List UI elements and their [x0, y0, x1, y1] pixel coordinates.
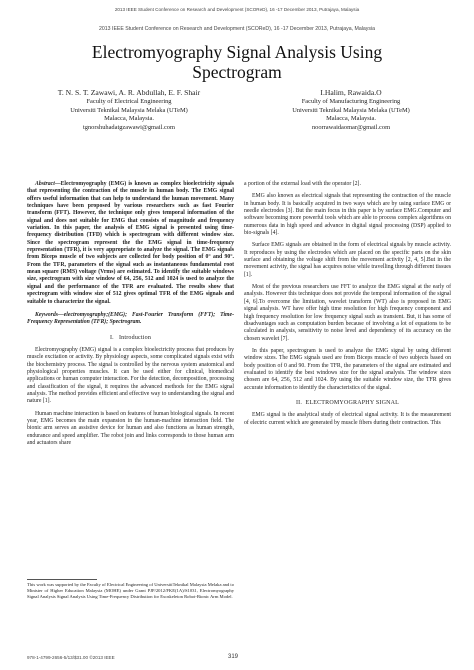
author-block-right [246, 88, 456, 132]
section-heading-introduction [27, 335, 234, 342]
affiliation-line: Universiti Teknikal Malaysia Melaka (UTeM) [292, 106, 410, 114]
paragraph: EMG signal is the analytical study of electrical signal activity. It is the measurement of electric current which are generated by muscle fibers during their contraction. This [244, 412, 451, 426]
abstract [27, 181, 234, 306]
author-block-left [24, 88, 234, 132]
footnote-rule [27, 579, 97, 580]
conference-header: 2013 IEEE Student Conference on Research and Development (SCOReD), 16 -17 December 2013, Putrajaya, Malaysia [99, 26, 375, 32]
keywords-text: —electromyography;(EMG); Fast-Fourier Transform (FFT); Time-Frequency Representation (TFR); Spectrogram. [27, 311, 234, 326]
paper-title [20, 42, 454, 82]
affiliation-line: Malacca, Malaysia. [104, 115, 154, 123]
author-email: noorrawaidaomar@gmail.com [311, 123, 391, 131]
right-column [244, 181, 451, 427]
title-line-1: Electromyography Signal Analysis Using [91, 42, 383, 62]
paragraph: In this paper, spectrogram is used to analyze the EMG signal by using different window sizes. The EMG signals used are from Biceps muscle of two subjects based on body position of 0 and 90. From the TFR, the parameters of the signal are estimated and evaluated to identify the best windows size for the signal analysis. The window sizes chosen are 64, 256, 512 and 1024. By using the suitable window size, the TFR gives accurate information to identify the characteristics of the signal. [244, 347, 451, 391]
author-email: tgnorshuhadatgzawawi@gmail.com [83, 123, 175, 131]
paragraph: Surface EMG signals are obtained in the form of electrical signals by muscle activity. It reproduces by using the electrodes which are placed on the specific parts on the skin surface and obtaining the voltage shift from the movement activity [2, 4, 5].But in the movement activity, the signal has acquires noise while travelling through different tissues [1]. [244, 242, 451, 278]
section-number: I. [109, 334, 114, 341]
page-number: 319 [228, 654, 239, 660]
affiliation-line: Faculty of Electrical Engineering [86, 98, 172, 105]
title-line-2: Spectrogram [192, 62, 282, 82]
abstract-label: Abstract [35, 181, 55, 187]
section-heading-emg-signal [244, 400, 451, 407]
paragraph-continuation: a portion of the external load with the operator [2]. [244, 181, 361, 187]
isbn-footer: 978-1-4799-2656-5/13/$31.00 ©2013 IEEE [27, 655, 115, 660]
abstract-text: —Electromyography (EMG) is known as complex bioelectricity signals that representing the contraction of the muscle in human body. The EMG signal offers useful information that can help to understand the human movement. Many techniques have been proposed by various researchers such as fast Fourier transform (FFT). However, the technique only gives temporal information of the signal and does not suitable for EMG that consists of magnitude and frequency variation. In this paper, the analysis of EMG signal is presented using time-frequency distribution (TFD) which is spectrogram with different window size. Since the spectrogram represent the the EMG signal in time-frequency representation (TFR), it is very appropriate to analyze the signal. The EMG signals from Biceps muscle of two subjects are collected for body position of 0° and 90°. From the TFR, parameters of the signal such as instantaneous fundamental root mean square (RMS) voltage (Vrms) are estimated. To identify the suitable windows size, spectrogram with size window of 64, 256, 512 and 1024 is used to analyze the signal and the performance of the TFR are evaluated. The results show that spectrogram with window size of 512 gives optimal TFR of the EMG signals and suitable to characterize the signal. [27, 181, 234, 305]
left-column [27, 181, 234, 447]
affiliation-line: Universiti Teknikal Malaysia Melaka (UTeM) [70, 106, 188, 114]
author-names-left: T. N. S. T. Zawawi, A. R. Abdullah, E. F. Shair [57, 88, 201, 97]
affiliation-line: Malacca, Malaysia. [326, 115, 376, 123]
author-names-right: I.Halim, Rawaida.O [320, 88, 382, 97]
conference-header-top: 2013 IEEE Student Conference on Research and Development (SCOReD), 16 -17 December 2013, Putrajaya, Malaysia [114, 7, 360, 12]
section-number: II. [295, 399, 303, 406]
paragraph: Electromyography (EMG) signal is a complex bioelectricity process that produces by muscle excitation or activity. By physiology aspects, some complicated signals exist with the biochemistry process. The signal is controlled by the nervous system anatomical and physiological properties muscles. It can be used either for clinical, biomedical applications or human computer interaction. For the detection, decomposition, processing and classification of the signal, it requires the advanced methods for the EMG signal analysis. The method provides efficient and effective way to understanding the signal and nature [1]. [27, 346, 234, 405]
section-title: ELECTROMYOGRAPHY SIGNAL [305, 399, 400, 406]
paragraph: EMG also known as electrical signals that representing the contraction of the muscle in human body. It is basically acquired in two ways which are by using surface EMG or needle electrodes [3]. But the main focus in this paper is by surface EMG.Computer and software becoming more powerful tools which are able to process complex algorithms on numerous data in high speed and advance in digital signal processing (DSP) applied to bio-signals [4]. [244, 193, 451, 237]
keywords [27, 312, 234, 327]
paragraph: Most of the previous researchers use FFT to analyze the EMG signal at the early of analysis. However this technique does not provide the temporal information of the signal [4, 6].To overcome the limitation, wavelet transform (WT) also is proposed in EMG signal analysis. WT have offer high time resolution for high frequency component and high frequency resolution for low frequency signal such as transient. But, it has some of disadvantages such as computation burden because of involving a lot of equations to be calculated in analysis, sensitivity to noise level and dependency of its accuracy on the chosen wavelet [7]. [244, 284, 451, 342]
affiliation-line: Faculty of Manufacturing Engineering [301, 98, 401, 105]
keywords-label: Keywords [35, 311, 58, 318]
section-title: Introduction [118, 334, 152, 341]
paragraph: Human machine interaction is based on features of human biological signals. In recent year, EMG becomes the main expansion in the human-machine interaction field. The bionic arm serves an assistive device for human and also functions as human strength, endurance and speed amplifier. The robot join and links corresponds to those human arm and actuators share [27, 410, 234, 446]
funding-footnote: This work was supported by the Faculty of Electrical Engineering of UniversitiTeknikal Malaysia Melaka and to Minister of Higher Education Malaysia (MOHE) under Grant PJP/2012/FKE(1A)/S1031, Electromyography Signal Analysis Signal Analysis Using Time-Frequency Distribution for Exoskeleton Robot-Bionic Arm Model. [27, 582, 234, 599]
